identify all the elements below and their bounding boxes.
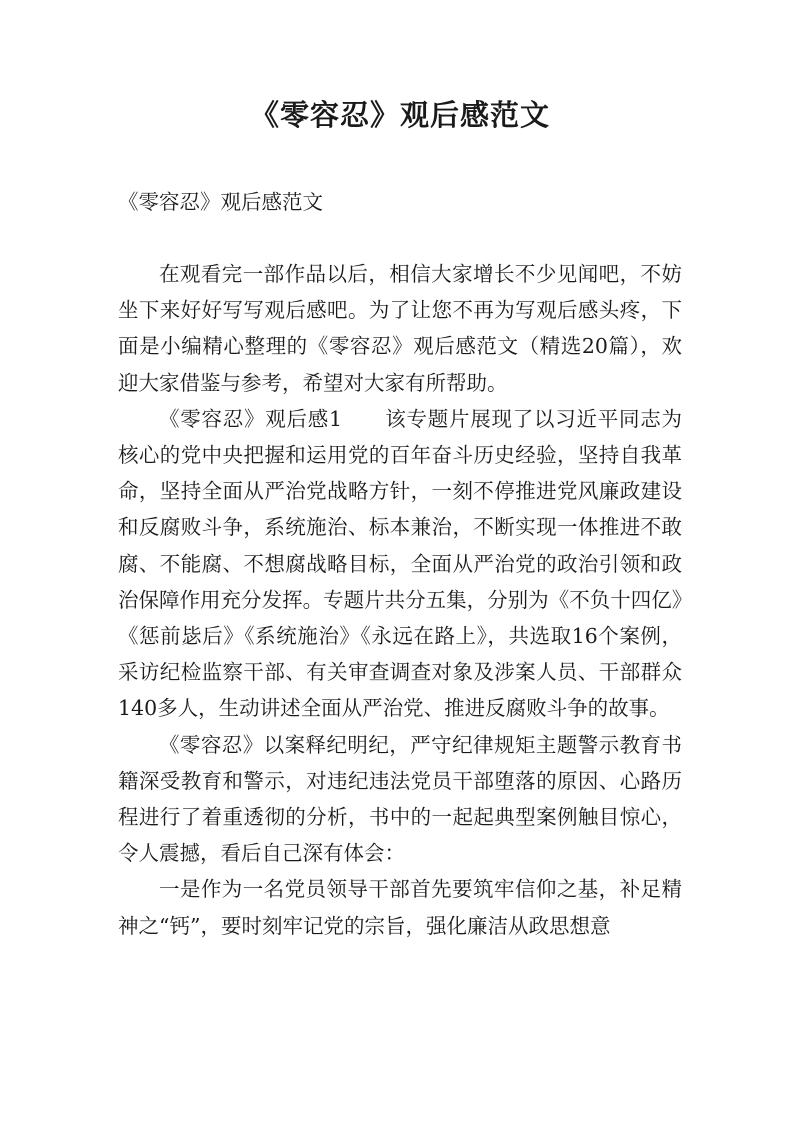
paragraph-book-reflection: 《零容忍》以案释纪明纪，严守纪律规矩主题警示教育书籍深受教育和警示，对违纪违法党员干部堕落的原因、心路历程进行了着重透彻的分析，书中的一起起典型案例触目惊心，令人震撼，看后自己深有体会： [118,732,682,866]
document-body [118,256,682,944]
paragraph-intro: 在观看完一部作品以后，相信大家增长不少见闻吧，不妨坐下来好好写写观后感吧。为了让您不再为写观后感头疼，下面是小编精心整理的《零容忍》观后感范文（精选20篇），欢迎大家借鉴与参考，希望对大家有所帮助。 [118,262,682,395]
paragraph-review-1: 《零容忍》观后感1 该专题片展现了以习近平同志为核心的党中央把握和运用党的百年奋斗历史经验，坚持自我革命，坚持全面从严治党战略方针，一刻不停推进党风廉政建设和反腐败斗争，系统施治、标本兼治，不断实现一体推进不敢腐、不能腐、不想腐战略目标，全面从严治党的政治引领和政治保障作用充分发挥。专题片共分五集，分别为《不负十四亿》《惩前毖后》《系统施治》《永远在路上》，共选取16个案例，采访纪检监察干部、有关审查调查对象及涉案人员、干部群众140多人，生动讲述全面从严治党、推进反腐败斗争的故事。 [118,406,682,721]
paragraph-point-one: 一是作为一名党员领导干部首先要筑牢信仰之基，补足精神之“钙”，要时刻牢记党的宗旨，强化廉洁从政思想意 [118,877,682,938]
document-subtitle: 《零容忍》观后感范文 [118,190,323,214]
document-title: 《零容忍》观后感范文 [249,98,550,132]
